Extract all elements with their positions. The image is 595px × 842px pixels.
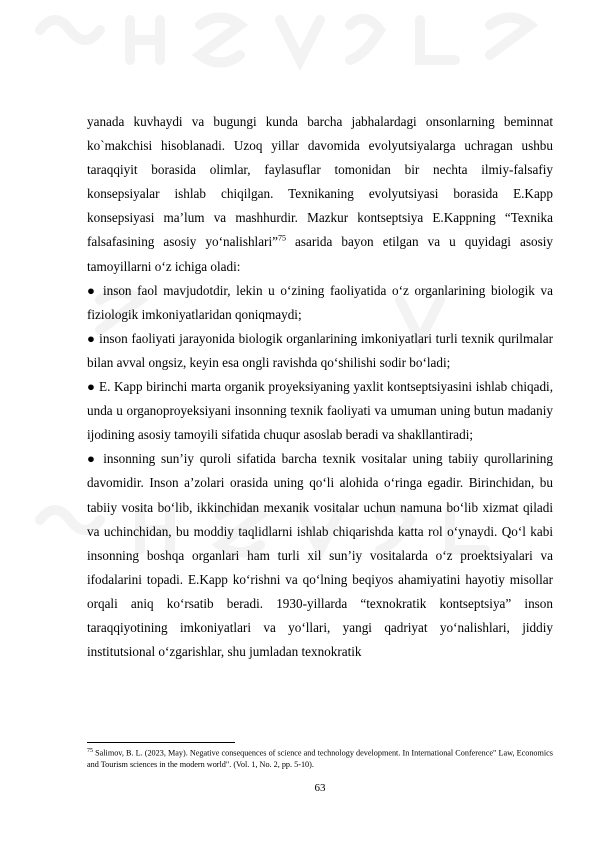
bullet-item: ● inson faol mavjudotdir, lekin u o‘zining faoliyatida o‘z organlarining biologik va fiziologik imkoniyatlaridan qoniqmaydi; <box>87 282 553 322</box>
bullet-item: ● insonning sun’iy quroli sifatida barcha texnik vositalar uning tabiiy qurollarining davomidir. Inson a’zolari orasida uning qo‘li alohida o‘ringa egadir. Birinchidan, bu tabiiy vosita bo‘lib, ikkinchidan mexanik vositalar uchun namuna bo‘lib xizmat qiladi va uchinchidan, bu moddiy taqlidlarni ishlab chiqarishda katta rol o‘ynaydi. Qo‘l kabi insonning boshqa organlari ham turli xil sun’iy vositalarda o‘z proektsiyalari va ifodalarini topadi. E.Kapp ko‘rishni va qo‘lning beqiyos ahamiyatini hayotiy misollar orqali aniq ko‘rsatib beradi. 1930-yillarda “texnokratik kontseptsiya” inson taraqqiyotining imkoniyatlari va yo‘llari, yangi qadriyat yo‘nalishlari, jiddiy institutsional o‘zgarishlar, shu jumladan texnokratik <box>87 451 553 660</box>
footnote-text: Salimov, B. L. (2023, May). Negative consequences of science and technology development. In International Conference" Law, Economics and Tourism sciences in the modern world". (Vol. 1, No. 2, pp. 5-10). <box>87 748 553 769</box>
footnote-divider <box>87 742 235 743</box>
bullet-item: ● E. Kapp birinchi marta organik proyeksiyaning yaxlit kontseptsiyasini ishlab chiqadi, unda u organoproyeksiyani insonning texnik faoliyati va umuman uning butun madaniy ijodining asosiy tamoyili sifatida chuqur asoslab beradi va shakllantiradi; <box>87 379 553 443</box>
footnote-number: 75 <box>87 748 93 754</box>
main-text <box>87 110 553 664</box>
body-paragraph <box>87 110 553 279</box>
bullet-item: ● inson faoliyati jarayonida biologik organlarining imkoniyatlari turli texnik qurilmalar bilan avval ongsiz, keyin esa ongli ravishda qo‘shilishi sodir bo‘ladi; <box>87 330 553 370</box>
paragraph-text-end: asarida bayon etilgan va u quyidagi asosiy tamoyillarni o‘z ichiga oladi: <box>87 234 553 274</box>
paragraph-text-start: yanada kuvhaydi va bugungi kunda barcha jabhalardagi onsonlarning beminnat ko`makchisi hisoblanadi. Uzoq yillar davomida evolyutsiyalarga uchragan ushbu taraqqiyit borasida olimlar, faylasuflar tomonidan bir nechta ilmiy-falsafiy konsepsiyalar ishlab chiqilgan. Texnikaning evolyutsiyasi borasida E.Kapp konsepsiyasi ma’lum va mashhurdir. Mazkur kontseptsiya E.Kappning “Texnika falsafasining asosiy yo‘nalishlari” <box>87 114 553 250</box>
footnote-reference: 75 <box>277 234 286 244</box>
footnote <box>87 746 553 770</box>
page-number: 63 <box>314 782 326 794</box>
